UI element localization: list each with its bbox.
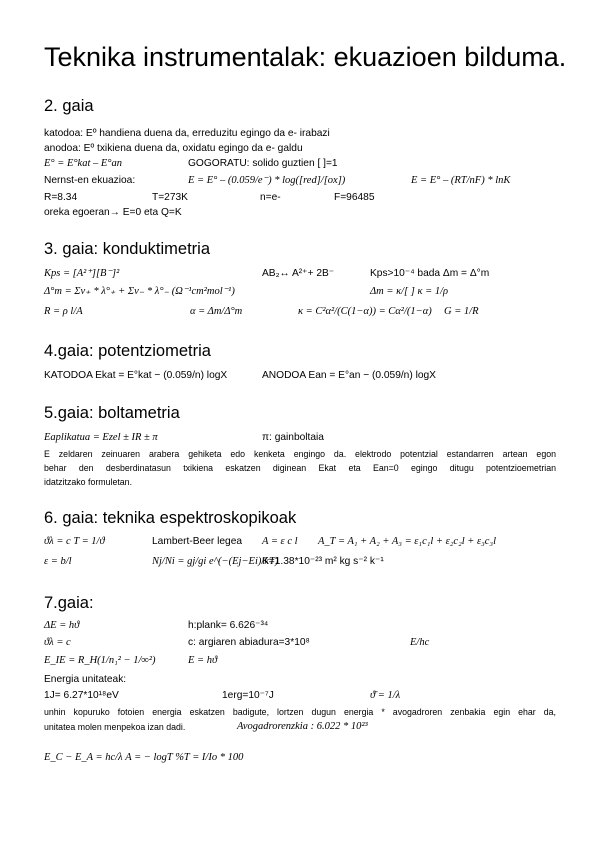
rydberg-equation: E_IE = R_H(1/n₁² − 1/∞²) [44, 655, 156, 666]
avogadro-constant: Avogadrorenzkia : 6.022 * 10²³ [237, 721, 368, 732]
paragraph-line: unitatea molen menpekoa izan dadi. [44, 722, 186, 732]
section-5-heading: 5.gaia: boltametria [44, 404, 180, 422]
katodo-equation: KATODOA Ekat = E°kat − (0.059/n) logX [44, 370, 228, 381]
section-7-heading: 7.gaia: [44, 594, 94, 612]
faraday-constant: F=96485 [334, 192, 375, 203]
erg-conversion: 1erg=10⁻⁷J [222, 690, 274, 701]
gas-constant: R=8.34 [44, 192, 78, 203]
katodo-text: katodoa: Eº handiena duena da, erreduzitu egingo da e- irabazi [44, 128, 330, 139]
final-equations: E_C − E_A = hc/λ A = − logT %T = I/Io * 100 [44, 752, 244, 763]
page-title: Teknika instrumentalak: ekuazioen bilduma. [44, 42, 567, 72]
dissociation-equation: AB₂↔ A²⁺+ 2B⁻ [262, 268, 335, 279]
kps-condition: Kps>10⁻⁴ bada Δm = Δ°m [370, 268, 490, 279]
planck-constant: h:plank= 6.626⁻³⁴ [188, 620, 269, 631]
absorbance-equation: A = ε c l [262, 536, 298, 547]
kappa-equation: κ = C²α²/(C(1−α)) = Cα²/(1−α) [298, 306, 432, 317]
section-3-heading: 3. gaia: konduktimetria [44, 240, 211, 258]
wavelength-equation: ϑλ = c [44, 637, 71, 648]
lambert-beer-label: Lambert-Beer legea [152, 536, 243, 547]
boltzmann-equation: Nj/Ni = gj/gi e^(−(Ej−Ei)/kT) [152, 556, 279, 567]
temperature-value: T=273K [152, 192, 188, 203]
section-4-heading: 4.gaia: potentziometria [44, 342, 211, 360]
cell-potential-equation: E° = E°kat – E°an [44, 158, 123, 169]
equilibrium-note: oreka egoeran→ E=0 eta Q=K [44, 207, 182, 218]
paragraph-line: behar den desberdinatasun txikiena eskatzen diginean Ekat eta Ean=0 egingo ditugu potentzioemetrian [44, 463, 556, 473]
molar-conductivity-equation: Δm = κ/[ ] κ = 1/ρ [370, 286, 449, 297]
section-2-heading: 2. gaia [44, 97, 94, 115]
energy-equation: ΔE = hϑ [44, 620, 80, 631]
nernst-label: Nernst-en ekuazioa: [44, 175, 136, 186]
conductance-equation: G = 1/R [444, 306, 479, 317]
energy-units-label: Energia unitateak: [44, 674, 127, 685]
nernst-equation-ln: E = E° – (RT/nF) * lnK [411, 175, 511, 186]
epsilon-equation: ε = b/l [44, 556, 72, 567]
boltzmann-constant: K=1.38*10⁻²³ m² kg s⁻² k⁻¹ [262, 556, 384, 567]
paragraph-line: unhin kopuruko fotoien energia eskatzen badigute, lortzen dugun energia * avogadroren zenbakia egin ehar da, [44, 707, 556, 717]
resistance-equation: R = ρ l/A [44, 306, 83, 317]
total-absorbance-equation: A_T = A₁ + A₂ + A₃ = ε₁c₁l + ε₂c₂l + ε₃c₃l [318, 536, 496, 547]
joule-conversion: 1J= 6.27*10¹⁸eV [44, 690, 119, 701]
paragraph-line: E zeldaren zeinuaren arabera gehiketa edo kenketa engingo da. elektrodo potentzial estandarren artean egon [44, 449, 556, 459]
gogoratu-note: GOGORATU: solido guztien [ ]=1 [188, 158, 338, 169]
limiting-conductivity-equation: Δ°m = Σν₊ * λ°₊ + Σν₋ * λ°₋ (Ω⁻¹cm²mol⁻¹) [44, 286, 235, 297]
nernst-equation: E = E° – (0.059/e⁻) * log([red]/[ox]) [188, 175, 346, 186]
electron-count: n=e- [260, 192, 281, 203]
anodo-equation: ANODOA Ean = E°an − (0.059/n) logX [262, 370, 436, 381]
section-6-heading: 6. gaia: teknika espektroskopikoak [44, 509, 297, 527]
paragraph-line: idatzitzako formuletan. [44, 477, 133, 487]
alpha-equation: α = Δm/Δ°m [190, 306, 243, 317]
energy-fraction: E/hc [410, 637, 430, 648]
voltammetry-equation: Eaplikatua = Ezel ± IR ± π [44, 432, 158, 443]
photon-energy-equation: E = hϑ [188, 655, 218, 666]
speed-of-light: c: argiaren abiadura=3*10⁸ [188, 637, 310, 648]
kps-equation: Kps = [A²⁺][B⁻]² [44, 268, 120, 279]
anodo-text: anodoa: Eº txikiena duena da, oxidatu egingo da e- galdu [44, 143, 303, 154]
wave-equation: ϑλ = c T = 1/ϑ [44, 536, 105, 547]
wavenumber-equation: ϑ̄ = 1/λ [370, 690, 401, 701]
overpotential-note: π: gainboltaia [262, 432, 324, 443]
